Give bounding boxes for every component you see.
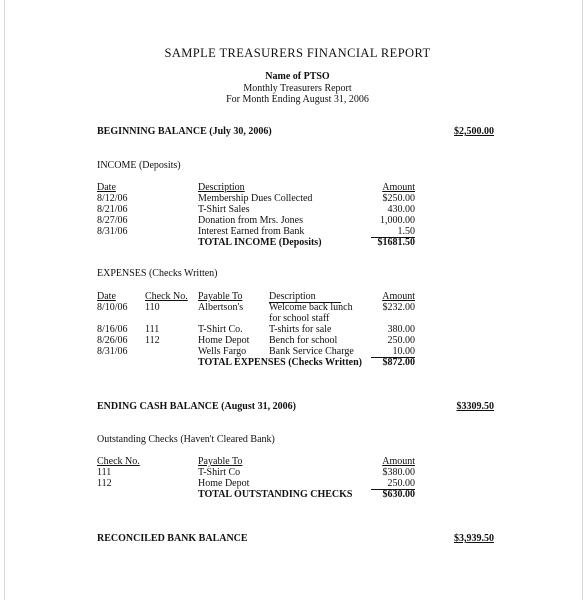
income-col-date: Date (97, 182, 116, 193)
income-row-date: 8/21/06 (97, 204, 128, 215)
income-col-description: Description (198, 182, 245, 193)
expenses-heading: EXPENSES (Checks Written) (97, 268, 218, 279)
income-heading: INCOME (Deposits) (97, 160, 181, 171)
reconciled-balance-label: RECONCILED BANK BALANCE (97, 533, 248, 544)
income-total-amount: $1681.50 (377, 237, 415, 248)
expenses-row-amount: $232.00 (382, 302, 415, 313)
income-row-date: 8/31/06 (97, 226, 128, 237)
report-period: For Month Ending August 31, 2006 (226, 94, 369, 105)
report-title: SAMPLE TREASURERS FINANCIAL REPORT (164, 46, 431, 60)
outstanding-col-amount: Amount (382, 456, 415, 467)
outstanding-row-payable: Home Depot (198, 478, 250, 489)
income-row-description: Donation from Mrs. Jones (198, 215, 303, 226)
expenses-col-check: Check No. (145, 291, 188, 302)
income-row-description: T-Shirt Sales (198, 204, 250, 215)
expenses-row-check: 111 (145, 324, 160, 335)
expenses-row-description: Bench for school (269, 335, 338, 346)
expenses-col-date: Date (97, 291, 116, 302)
income-row-date: 8/12/06 (97, 193, 128, 204)
expenses-row-date: 8/10/06 (97, 302, 128, 313)
expenses-col-description-text: Description (269, 292, 341, 303)
outstanding-row-payable: T-Shirt Co (198, 467, 241, 478)
expenses-row-payable: Albertson's (198, 302, 244, 313)
report-page (4, 0, 583, 600)
income-row-description: Membership Dues Collected (198, 193, 313, 204)
income-row-amount: 430.00 (387, 204, 415, 215)
expenses-total-label: TOTAL EXPENSES (Checks Written) (198, 357, 363, 368)
expenses-row-description: T-shirts for sale (269, 324, 332, 335)
outstanding-col-check: Check No. (97, 456, 140, 467)
expenses-total-amount: $872.00 (382, 357, 415, 368)
income-col-amount: Amount (382, 182, 415, 193)
outstanding-row-check: 112 (97, 478, 112, 489)
beginning-balance-label: BEGINNING BALANCE (July 30, 2006) (97, 126, 272, 137)
expenses-row-payable: T-Shirt Co. (198, 324, 243, 335)
org-name: Name of PTSO (265, 71, 330, 82)
beginning-balance-amount: $2,500.00 (454, 126, 494, 137)
expenses-row-description: Welcome back lunch (269, 302, 353, 313)
income-row-amount-value: 1.50 (371, 226, 415, 238)
income-row-amount: 1,000.00 (380, 215, 415, 226)
expenses-row-description: Bank Service Charge (269, 346, 354, 357)
outstanding-heading: Outstanding Checks (Haven't Cleared Bank) (97, 434, 275, 445)
outstanding-row-amount-value: 250.00 (371, 478, 415, 490)
expenses-row-check: 110 (145, 302, 160, 313)
expenses-row-amount: 250.00 (387, 335, 415, 346)
expenses-row-date: 8/31/06 (97, 346, 128, 357)
expenses-row-date: 8/16/06 (97, 324, 128, 335)
outstanding-total-label: TOTAL OUTSTANDING CHECKS (198, 489, 353, 500)
expenses-col-payable: Payable To (198, 291, 243, 302)
income-row-description: Interest Earned from Bank (198, 226, 305, 237)
income-total-label: TOTAL INCOME (Deposits) (198, 237, 322, 248)
expenses-col-amount: Amount (382, 291, 415, 302)
outstanding-total-amount: $630.00 (382, 489, 415, 500)
income-row-date: 8/27/06 (97, 215, 128, 226)
expenses-row-payable: Home Depot (198, 335, 250, 346)
expenses-row-date: 8/26/06 (97, 335, 128, 346)
reconciled-balance-amount: $3,939.50 (454, 533, 494, 544)
outstanding-col-payable: Payable To (198, 456, 243, 467)
expenses-row-description-cont: for school staff (269, 313, 330, 324)
expenses-row-amount: 380.00 (387, 324, 415, 335)
expenses-row-amount-value: 10.00 (371, 346, 415, 358)
expenses-row-check: 112 (145, 335, 160, 346)
ending-balance-label: ENDING CASH BALANCE (August 31, 2006) (97, 401, 296, 412)
income-row-amount: $250.00 (382, 193, 415, 204)
report-subtitle: Monthly Treasurers Report (243, 83, 352, 94)
ending-balance-amount: $3309.50 (456, 401, 494, 412)
outstanding-row-amount: $380.00 (382, 467, 415, 478)
outstanding-row-check: 111 (97, 467, 112, 478)
expenses-row-payable: Wells Fargo (198, 346, 247, 357)
